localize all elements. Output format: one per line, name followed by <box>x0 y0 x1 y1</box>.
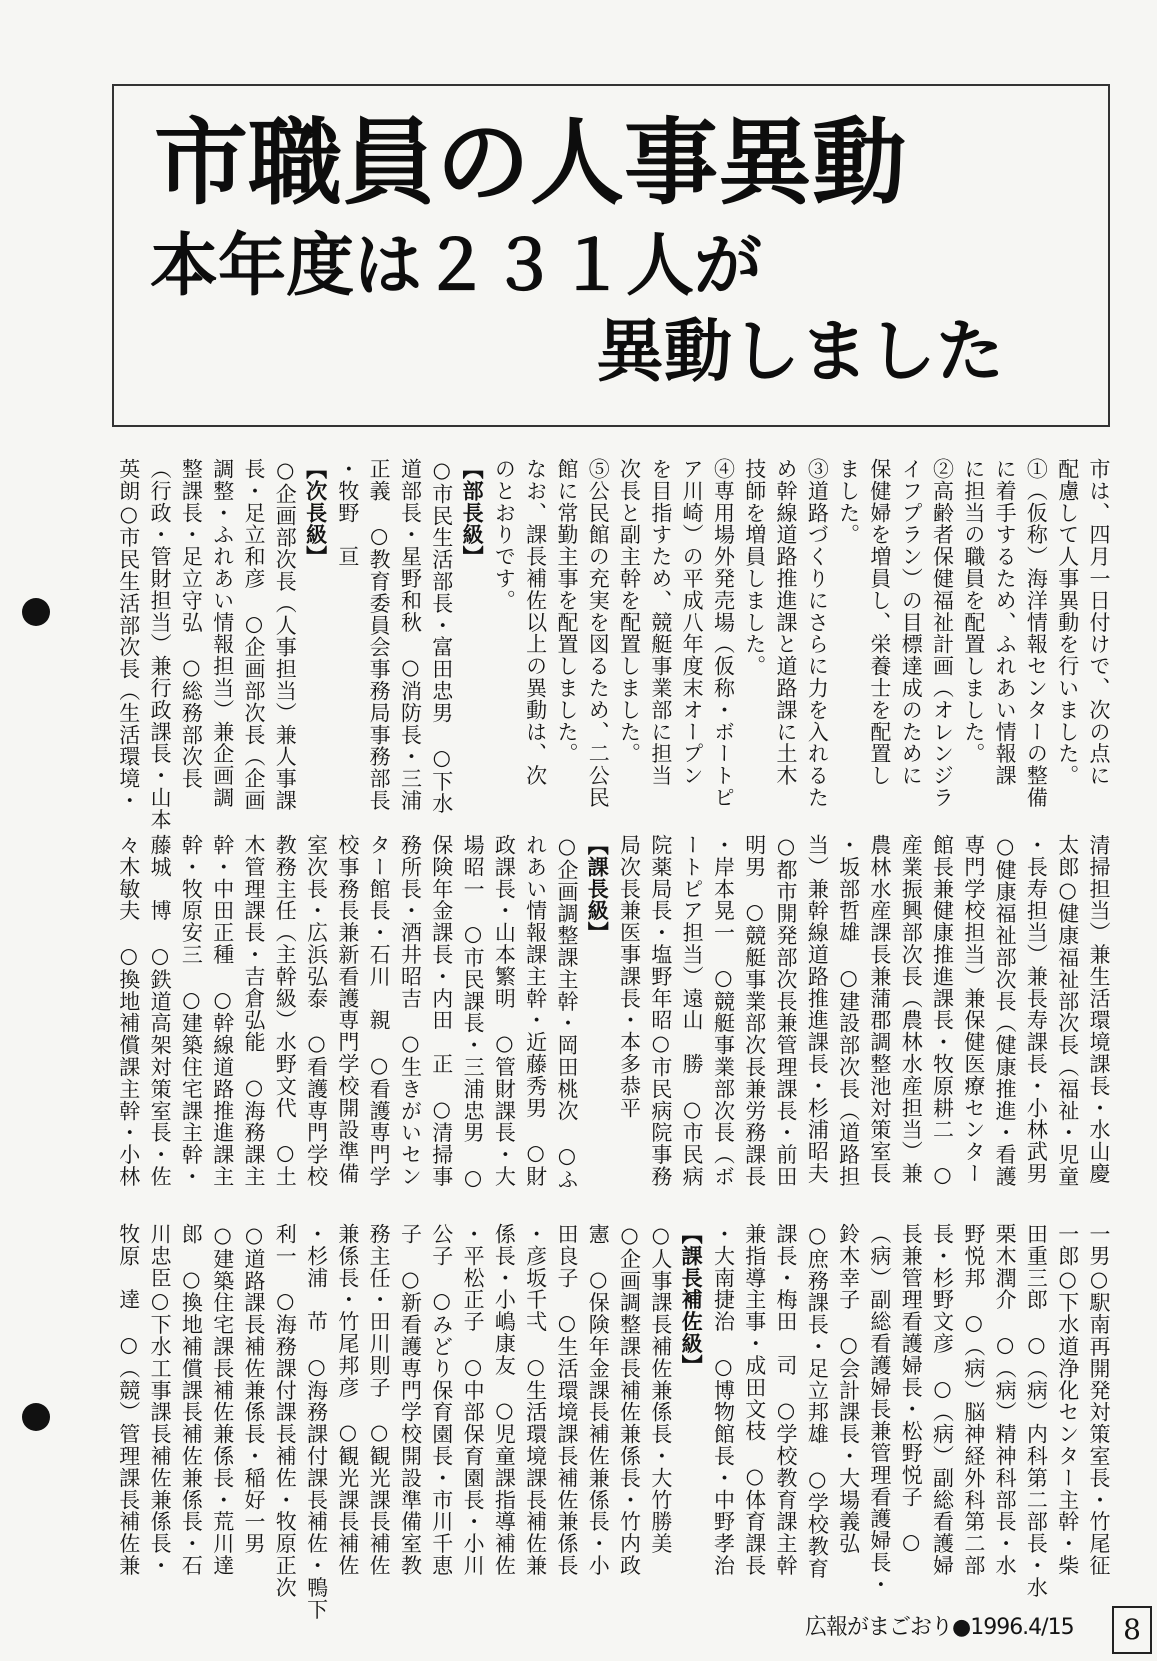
text-column: 政課長・山本繁明 ○管財課長・大 <box>492 834 517 1188</box>
text-column: なお、課長補佐以上の異動は、次 <box>523 458 548 787</box>
text-column: 校事務長兼新看護専門学校開設準備 <box>335 834 360 1185</box>
text-column: に担当の職員を配置しました。 <box>961 458 986 765</box>
text-column: 技師を増員しました。 <box>742 458 767 677</box>
text-column: 当）兼幹線道路推進課長・杉浦昭夫 <box>805 834 830 1185</box>
text-column: ③道路づくりにさらに力を入れるた <box>805 458 830 809</box>
text-column: ・坂部哲雄 ○建設部次長（道路担 <box>836 834 861 1188</box>
text-column: 室次長・広浜弘泰 ○看護専門学校 <box>304 834 329 1188</box>
text-column: 田良子 ○生活環境課長補佐兼係長 <box>554 1223 579 1577</box>
text-column: 々木敏夫 ○換地補償課主幹・小林 <box>116 834 141 1188</box>
text-column: 幹・牧原安三 ○建築住宅課主幹・ <box>179 834 204 1188</box>
text-column: 局次長兼医事課長・本多恭平 <box>617 834 642 1119</box>
text-column: ・岸本晃一 ○競艇事業部次長（ボ <box>711 834 736 1188</box>
text-column: 長・足立和彦 ○企画部次長（企画 <box>241 458 266 812</box>
text-column: 調整・ふれあい情報担当）兼企画調 <box>210 458 235 809</box>
text-column: ○企画調整課主幹・岡田桃次 ○ふ <box>554 834 579 1191</box>
text-column: ○企画調整課長補佐兼係長・竹内政 <box>617 1223 642 1577</box>
text-column: ○庶務課長・足立邦雄 ○学校教育 <box>805 1223 830 1580</box>
text-column: 木管理課長・吉倉弘能 ○海務課主 <box>241 834 266 1188</box>
text-column: ④専用場外発売場（仮称・ボートピ <box>711 458 736 809</box>
text-column: ○建築住宅課長補佐兼係長・荒川達 <box>210 1223 235 1577</box>
text-column: のとおりです。 <box>492 458 517 612</box>
text-column: に着手するため、ふれあい情報課 <box>993 458 1018 787</box>
text-column: 憲 ○保険年金課長補佐兼係長・小 <box>586 1223 611 1577</box>
article-band-middle <box>113 834 1115 1200</box>
text-column: ○都市開発部次長兼管理課長・前田 <box>774 834 799 1188</box>
text-column: 市は、四月一日付けで、次の点に <box>1087 458 1111 787</box>
text-column: ・牧野 亘 <box>335 458 360 568</box>
text-column: 配慮して人事異動を行いました。 <box>1055 458 1080 787</box>
text-column: 課長・梅田 司 ○学校教育課主幹 <box>774 1223 799 1577</box>
text-column: 産業振興部次長（農林水産担当）兼 <box>899 834 924 1185</box>
text-column: （病）副総看護婦長兼管理看護婦長・ <box>867 1223 892 1596</box>
headline: 市職員の人事異動 <box>154 108 907 218</box>
text-column: 次長と副主幹を配置しました。 <box>617 458 642 765</box>
text-column: ・杉浦 芇 ○海務課付課長補佐・鴨下 <box>304 1223 329 1621</box>
text-column: 兼指導主事・成田文枝 ○体育課長 <box>742 1223 767 1577</box>
text-column: ○道路課長補佐兼係長・稲好一男 <box>241 1223 266 1555</box>
text-column: （行政・管財担当）兼行政課長・山本 <box>148 458 173 831</box>
text-column: め幹線道路推進課と道路課に土木 <box>774 458 799 787</box>
text-column: 一男○駅南再開発対策室長・竹尾征 <box>1087 1223 1111 1577</box>
text-column: ・彦坂千弌 ○生活環境課長補佐兼 <box>523 1223 548 1577</box>
text-column: 院薬局長・塩野年昭○市民病院事務 <box>648 834 673 1188</box>
page-number: 8 <box>1112 1606 1152 1654</box>
text-column: 務主任・田川則子 ○観光課長補佐 <box>367 1223 392 1577</box>
text-column: 一郎○下水道浄化センター主幹・柴 <box>1055 1223 1080 1577</box>
text-column: 場昭一 ○市民課長・三浦忠男 ○ <box>461 834 486 1191</box>
text-column: イフプラン）の目標達成のために <box>899 458 924 787</box>
text-column: ①（仮称）海洋情報センターの整備 <box>1024 458 1049 809</box>
text-column: 栗木潤介 ○（病）精神科部長・水 <box>993 1223 1018 1577</box>
text-column: 館に常勤主事を配置しました。 <box>554 458 579 765</box>
text-column: 兼係長・竹尾邦彦 ○観光課長補佐 <box>335 1223 360 1577</box>
text-column: 太郎○健康福祉部次長（福祉・児童 <box>1055 834 1080 1188</box>
text-column: 館長兼健康推進課長・牧原耕二 ○ <box>930 834 955 1188</box>
section-heading: 【次長級】 <box>303 458 329 568</box>
text-column: 子 ○新看護専門学校開設準備室教 <box>398 1223 423 1577</box>
publication-footer: 広報がまごおり●1996.4/15 <box>805 1615 1074 1640</box>
text-column: を目指すため、競艇事業部に担当 <box>648 458 673 787</box>
text-column: 整課長・足立守弘 ○総務部次長 <box>179 458 204 790</box>
text-column: 長兼管理看護婦長・松野悦子 ○ <box>899 1223 924 1555</box>
text-column: 英朗○市民生活部次長（生活環境・ <box>116 458 141 812</box>
text-column: 保健婦を増員し、栄養士を配置し <box>867 458 892 787</box>
text-column: ②高齢者保健福祉計画（オレンジラ <box>930 458 955 809</box>
binding-hole-mark <box>22 1403 50 1431</box>
text-column: 正義 ○教育委員会事務局事務部長 <box>367 458 392 812</box>
text-column: 専門学校担当）兼保健医療センター <box>961 834 986 1185</box>
text-column: ター館長・石川 親 ○看護専門学 <box>367 834 392 1188</box>
text-column: 務所長・酒井昭吉 ○生きがいセン <box>398 834 423 1188</box>
text-column: 長・杉野文彦 ○（病）副総看護婦 <box>930 1223 955 1577</box>
text-column: 清掃担当）兼生活環境課長・水山慶 <box>1087 834 1111 1185</box>
text-column: ました。 <box>836 458 861 546</box>
text-column: ○市民生活部長・富田忠男 ○下水 <box>429 458 454 815</box>
text-column: 鈴木幸子 ○会計課長・大場義弘 <box>836 1223 861 1555</box>
text-column: 道部長・星野和秋 ○消防長・三浦 <box>398 458 423 812</box>
text-column: 係長・小嶋康友 ○児童課指導補佐 <box>492 1223 517 1577</box>
article-band-top <box>113 458 1115 831</box>
text-column: ートピア担当）遠山 勝 ○市民病 <box>680 834 705 1188</box>
section-heading: 【部長級】 <box>460 458 486 568</box>
text-column: れあい情報課主幹・近藤秀男 ○財 <box>523 834 548 1188</box>
text-column: ○健康福祉部次長（健康推進・看護 <box>993 834 1018 1188</box>
text-column: 野悦邦 ○（病）脳神経外科第二部 <box>961 1223 986 1577</box>
article-band-bottom <box>113 1223 1115 1621</box>
text-column: ○人事課長補佐兼係長・大竹勝美 <box>648 1223 673 1555</box>
subheadline-line1: 本年度は２３１人が <box>150 226 763 306</box>
text-column: 牧原 達 ○（競）管理課長補佐兼 <box>116 1223 141 1577</box>
text-column: ・平松正子 ○中部保育園長・小川 <box>461 1223 486 1577</box>
text-column: ・大南捷治 ○博物館長・中野孝治 <box>711 1223 736 1577</box>
section-heading: 【課長補佐級】 <box>679 1223 705 1377</box>
subheadline-line2: 異動しました <box>595 312 1004 392</box>
text-column: ・長寿担当）兼長寿課長・小林武男 <box>1024 834 1049 1185</box>
text-column: 明男 ○競艇事業部次長兼労務課長 <box>742 834 767 1188</box>
binding-hole-mark <box>22 598 50 626</box>
text-column: 幹・中田正種 ○幹線道路推進課主 <box>210 834 235 1188</box>
text-column: 藤城 博 ○鉄道高架対策室長・佐 <box>148 834 173 1188</box>
text-column: 利一 ○海務課付課長補佐・牧原正次 <box>273 1223 298 1599</box>
headline-box <box>112 84 1110 427</box>
text-column: ⑤公民館の充実を図るため、二公民 <box>586 458 611 809</box>
text-column: 川忠臣○下水工事課長補佐兼係長・ <box>148 1223 173 1577</box>
text-column: 農林水産課長兼蒲郡調整池対策室長 <box>867 834 892 1185</box>
text-column: 保険年金課長・内田 正 ○清掃事 <box>429 834 454 1188</box>
text-column: 公子 ○みどり保育園長・市川千恵 <box>429 1223 454 1577</box>
text-column: 教務主任（主幹級）水野文代 ○土 <box>273 834 298 1188</box>
section-heading: 【課長級】 <box>585 834 611 944</box>
text-column: 田重三郎 ○（病）内科第二部長・水 <box>1024 1223 1049 1599</box>
text-column: ○企画部次長（人事担当）兼人事課 <box>273 458 298 812</box>
text-column: 郎 ○換地補償課長補佐兼係長・石 <box>179 1223 204 1577</box>
text-column: ア川崎）の平成八年度末オープン <box>680 458 705 787</box>
